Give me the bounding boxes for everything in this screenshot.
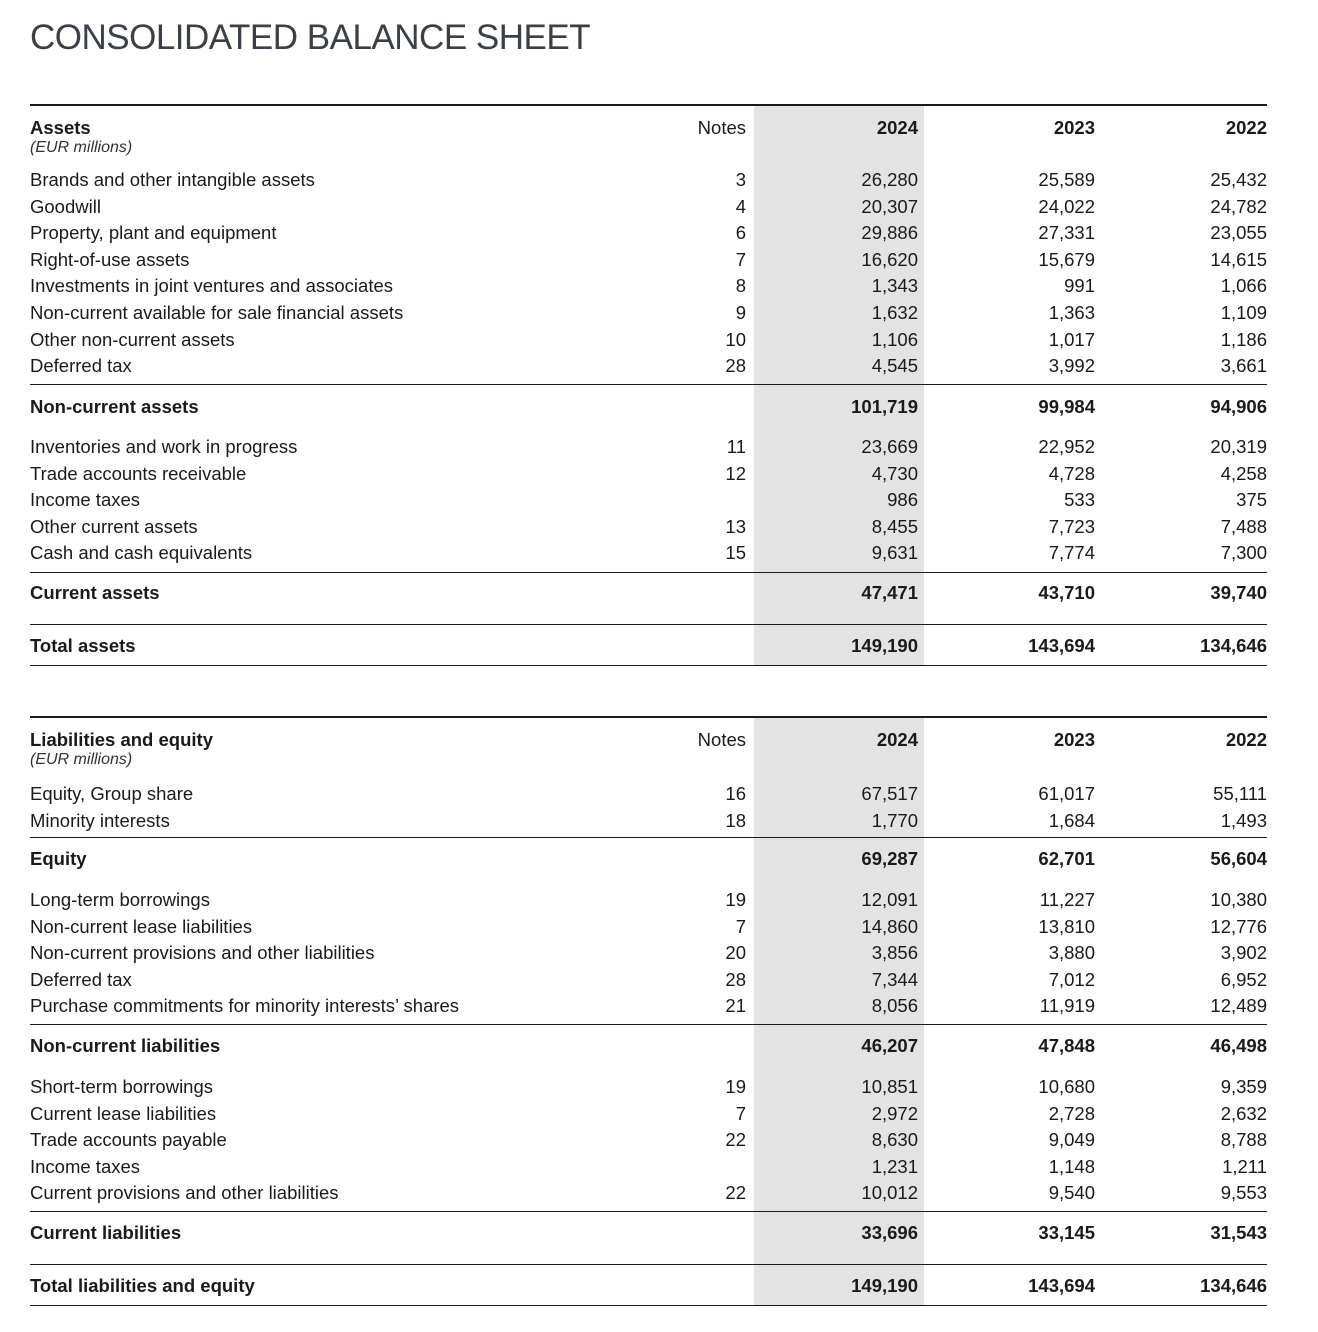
table-row (30, 913, 1267, 940)
value-2022: 25,432 (1210, 169, 1267, 190)
value-2023: 13,810 (1038, 915, 1095, 937)
table-row (30, 460, 1267, 487)
table-row (30, 992, 1267, 1019)
note-ref: 15 (725, 542, 746, 564)
value-2023: 1,363 (1048, 302, 1095, 323)
value-2022: 39,740 (1210, 582, 1267, 603)
value-2023: 11,227 (1039, 889, 1095, 910)
table-row (30, 433, 1267, 460)
value-2023: 3,992 (1048, 355, 1095, 377)
year-2024-header: 2024 (876, 117, 918, 138)
value-2022: 2,632 (1220, 1102, 1267, 1124)
page-title: CONSOLIDATED BALANCE SHEET (30, 18, 591, 57)
value-2023: 7,774 (1048, 542, 1095, 564)
value-2024: 20,307 (861, 195, 918, 217)
note-ref: 8 (735, 275, 746, 297)
value-2024: 26,280 (861, 169, 918, 190)
value-2023: 9,540 (1048, 1182, 1095, 1204)
value-2024: 4,730 (871, 462, 918, 484)
value-2022: 4,258 (1220, 462, 1267, 484)
row-label: Equity, Group share (30, 783, 194, 804)
value-2024: 29,886 (861, 222, 918, 244)
value-2022: 55,111 (1213, 783, 1267, 804)
liabilities-unit-note: (EUR millions) (30, 751, 133, 768)
divider (30, 837, 1267, 838)
divider (30, 1024, 1267, 1025)
row-label: Total assets (30, 635, 136, 656)
value-2022: 3,902 (1220, 942, 1267, 964)
value-2024: 16,620 (861, 248, 918, 270)
table-row (30, 807, 1267, 834)
value-2022: 1,066 (1220, 275, 1267, 297)
year-2023-header: 2023 (1053, 117, 1095, 138)
row-label: Trade accounts payable (30, 1129, 227, 1151)
note-ref: 7 (735, 248, 746, 270)
value-2024: 1,770 (871, 809, 918, 831)
value-2022: 1,186 (1220, 328, 1267, 350)
liabilities-heading: Liabilities and equity (30, 729, 213, 750)
note-ref: 21 (725, 995, 746, 1017)
note-ref: 6 (735, 222, 746, 244)
row-label: Brands and other intangible assets (30, 169, 315, 190)
table-row (30, 539, 1267, 566)
note-ref: 7 (735, 1102, 746, 1124)
note-ref: 10 (725, 328, 746, 350)
value-2022: 31,543 (1210, 1222, 1267, 1243)
table-row (30, 246, 1267, 273)
note-ref: 28 (725, 355, 746, 377)
row-label: Non-current available for sale financial assets (30, 302, 404, 323)
row-label: Other current assets (30, 515, 198, 537)
divider (30, 1305, 1267, 1306)
value-2022: 7,300 (1220, 542, 1267, 564)
row-label: Current assets (30, 582, 160, 603)
divider (30, 665, 1267, 666)
note-ref: 7 (735, 915, 746, 937)
value-2022: 56,604 (1210, 848, 1267, 869)
note-ref: 22 (725, 1129, 746, 1151)
value-2024: 47,471 (861, 582, 918, 603)
assets-heading: Assets (30, 117, 91, 138)
divider (30, 384, 1267, 385)
row-label: Non-current assets (30, 396, 199, 417)
row-label: Minority interests (30, 809, 170, 831)
value-2023: 3,880 (1048, 942, 1095, 964)
row-label: Right-of-use assets (30, 248, 190, 270)
row-label: Deferred tax (30, 968, 132, 990)
value-2024: 4,545 (871, 355, 918, 377)
note-ref: 20 (725, 942, 746, 964)
note-ref: 11 (726, 436, 746, 457)
value-2024: 7,344 (871, 968, 918, 990)
row-label: Non-current liabilities (30, 1035, 221, 1056)
table-row (30, 513, 1267, 540)
value-2024: 101,719 (851, 396, 918, 417)
value-2022: 9,553 (1220, 1182, 1267, 1204)
value-2023: 11,919 (1039, 995, 1095, 1017)
notes-column-header: Notes (697, 729, 746, 750)
year-2023-header: 2023 (1053, 729, 1095, 750)
value-2023: 1,684 (1048, 809, 1095, 831)
divider (30, 624, 1267, 625)
value-2022: 24,782 (1210, 195, 1267, 217)
note-ref: 19 (725, 889, 746, 910)
note-ref: 18 (725, 809, 746, 831)
row-label: Deferred tax (30, 355, 132, 377)
value-2022: 23,055 (1210, 222, 1267, 244)
notes-column-header: Notes (697, 117, 746, 138)
value-2024: 986 (887, 489, 918, 511)
value-2024: 8,455 (871, 515, 918, 537)
table-row (30, 486, 1267, 513)
value-2024: 1,106 (871, 328, 918, 350)
value-2023: 533 (1064, 489, 1095, 511)
value-2024: 1,632 (871, 302, 918, 323)
table-row (30, 193, 1267, 220)
value-2024: 10,851 (861, 1076, 918, 1097)
value-2023: 25,589 (1038, 169, 1095, 190)
row-label: Long-term borrowings (30, 889, 210, 910)
divider (30, 572, 1267, 573)
row-label: Non-current provisions and other liabilities (30, 942, 375, 964)
value-2023: 1,017 (1048, 328, 1095, 350)
value-2023: 22,952 (1038, 436, 1095, 457)
row-label: Total liabilities and equity (30, 1275, 255, 1296)
value-2022: 3,661 (1220, 355, 1267, 377)
value-2022: 14,615 (1210, 248, 1267, 270)
row-label: Purchase commitments for minority interests’ shares (30, 995, 460, 1017)
liabilities-table (30, 716, 1267, 1306)
table-row (30, 1073, 1267, 1100)
note-ref: 12 (725, 462, 746, 484)
value-2023: 27,331 (1038, 222, 1095, 244)
value-2022: 1,109 (1220, 302, 1267, 323)
value-2022: 8,788 (1220, 1129, 1267, 1151)
value-2024: 149,190 (851, 1275, 918, 1296)
table-row (30, 326, 1267, 353)
value-2024: 3,856 (871, 942, 918, 964)
note-ref: 19 (725, 1076, 746, 1097)
value-2023: 2,728 (1048, 1102, 1095, 1124)
value-2022: 7,488 (1220, 515, 1267, 537)
value-2023: 1,148 (1048, 1155, 1095, 1177)
current-liabilities-total-row (30, 1219, 1267, 1246)
note-ref: 22 (725, 1182, 746, 1204)
year-2024-header: 2024 (876, 729, 918, 750)
row-label: Cash and cash equivalents (30, 542, 253, 564)
table-row (30, 299, 1267, 326)
liabilities-header-row (30, 726, 1267, 753)
row-label: Other non-current assets (30, 328, 235, 350)
value-2024: 8,630 (871, 1129, 918, 1151)
divider (30, 1264, 1267, 1265)
row-label: Current provisions and other liabilities (30, 1182, 339, 1204)
note-ref: 28 (725, 968, 746, 990)
value-2022: 10,380 (1210, 889, 1267, 910)
table-row (30, 352, 1267, 379)
value-2024: 9,631 (871, 542, 918, 564)
value-2023: 61,017 (1038, 783, 1095, 804)
table-row (30, 886, 1267, 913)
note-ref: 16 (725, 783, 746, 804)
table-row (30, 1126, 1267, 1153)
value-2023: 43,710 (1038, 582, 1095, 603)
value-2022: 1,493 (1220, 809, 1267, 831)
value-2024: 2,972 (871, 1102, 918, 1124)
total-assets-row (30, 632, 1267, 659)
value-2022: 1,211 (1222, 1155, 1267, 1177)
value-2023: 62,701 (1038, 848, 1095, 869)
value-2023: 7,723 (1048, 515, 1095, 537)
value-2024: 1,343 (871, 275, 918, 297)
value-2022: 20,319 (1210, 436, 1267, 457)
value-2023: 15,679 (1038, 248, 1095, 270)
row-label: Short-term borrowings (30, 1076, 214, 1097)
row-label: Trade accounts receivable (30, 462, 247, 484)
value-2023: 7,012 (1048, 968, 1095, 990)
value-2023: 99,984 (1038, 396, 1095, 417)
value-2022: 12,776 (1210, 915, 1267, 937)
value-2022: 46,498 (1210, 1035, 1267, 1056)
assets-unit-note: (EUR millions) (30, 139, 133, 156)
table-row (30, 166, 1267, 193)
value-2023: 10,680 (1038, 1076, 1095, 1097)
row-label: Inventories and work in progress (30, 436, 298, 457)
row-label: Income taxes (30, 1155, 141, 1177)
table-row (30, 272, 1267, 299)
noncurrent-liabilities-total-row (30, 1032, 1267, 1059)
value-2022: 375 (1236, 489, 1267, 511)
value-2024: 149,190 (851, 635, 918, 656)
assets-header-row (30, 114, 1267, 141)
value-2024: 10,012 (861, 1182, 918, 1204)
value-2023: 143,694 (1028, 1275, 1095, 1296)
table-row (30, 1153, 1267, 1180)
table-row (30, 966, 1267, 993)
note-ref: 9 (735, 302, 746, 323)
value-2022: 12,489 (1210, 995, 1267, 1017)
assets-table (30, 104, 1267, 666)
value-2024: 67,517 (861, 783, 918, 804)
value-2023: 33,145 (1038, 1222, 1095, 1243)
value-2024: 12,091 (861, 889, 918, 910)
divider (30, 1211, 1267, 1212)
year-2022-header: 2022 (1225, 117, 1267, 138)
table-row (30, 1100, 1267, 1127)
value-2024: 8,056 (871, 995, 918, 1017)
value-2022: 9,359 (1220, 1076, 1267, 1097)
value-2023: 143,694 (1028, 635, 1095, 656)
value-2024: 46,207 (861, 1035, 918, 1056)
value-2024: 33,696 (861, 1222, 918, 1243)
value-2024: 23,669 (861, 436, 918, 457)
table-row (30, 780, 1267, 807)
note-ref: 13 (725, 515, 746, 537)
value-2023: 9,049 (1048, 1129, 1095, 1151)
value-2022: 94,906 (1210, 396, 1267, 417)
row-label: Property, plant and equipment (30, 222, 277, 244)
value-2022: 6,952 (1220, 968, 1267, 990)
total-liabilities-equity-row (30, 1272, 1267, 1299)
row-label: Investments in joint ventures and associates (30, 275, 393, 297)
table-row (30, 939, 1267, 966)
noncurrent-assets-total-row (30, 393, 1267, 420)
year-2022-header: 2022 (1225, 729, 1267, 750)
row-label: Current liabilities (30, 1222, 182, 1243)
value-2023: 47,848 (1038, 1035, 1095, 1056)
current-assets-total-row (30, 579, 1267, 606)
value-2024: 1,231 (871, 1155, 918, 1177)
row-label: Current lease liabilities (30, 1102, 217, 1124)
value-2024: 69,287 (861, 848, 918, 869)
table-row (30, 1179, 1267, 1206)
value-2023: 24,022 (1038, 195, 1095, 217)
table-row (30, 219, 1267, 246)
value-2022: 134,646 (1200, 635, 1267, 656)
row-label: Income taxes (30, 489, 141, 511)
value-2023: 991 (1064, 275, 1095, 297)
value-2024: 14,860 (861, 915, 918, 937)
value-2022: 134,646 (1200, 1275, 1267, 1296)
value-2023: 4,728 (1048, 462, 1095, 484)
row-label: Equity (30, 848, 87, 869)
equity-total-row (30, 845, 1267, 872)
row-label: Goodwill (30, 195, 101, 217)
note-ref: 4 (735, 195, 746, 217)
note-ref: 3 (735, 169, 746, 190)
row-label: Non-current lease liabilities (30, 915, 253, 937)
